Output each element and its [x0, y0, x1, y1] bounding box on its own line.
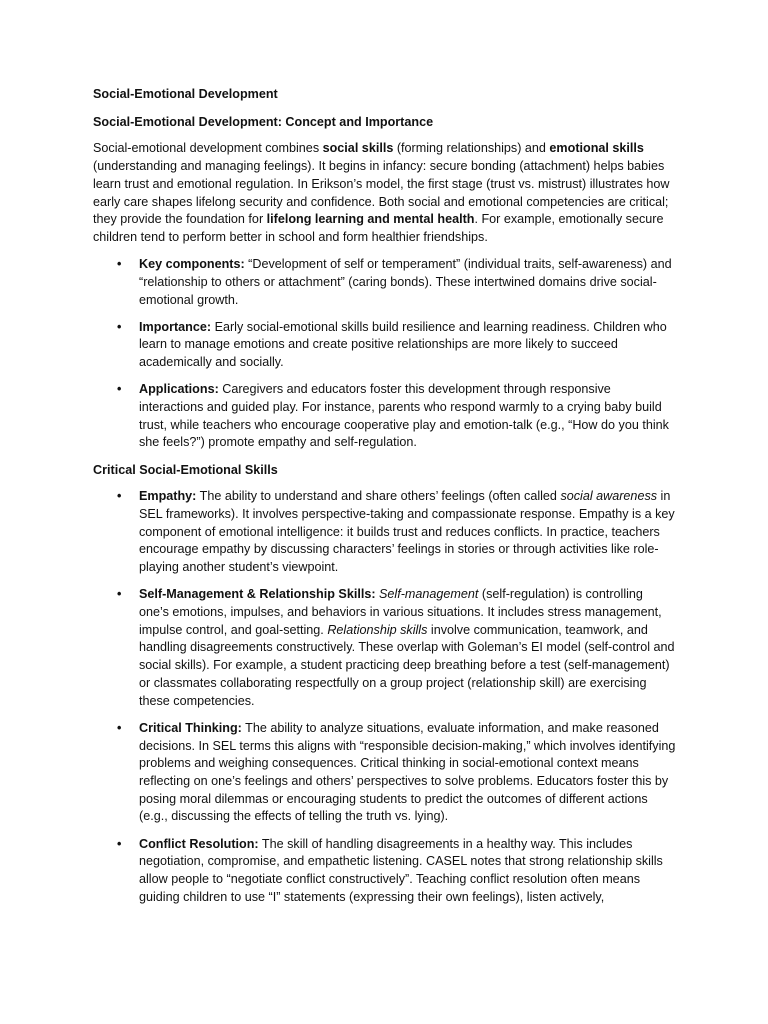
bullet-label: Conflict Resolution:: [139, 836, 259, 851]
bullet-icon: •: [117, 489, 122, 504]
bullet-label: Self-Management & Relationship Skills:: [139, 587, 376, 602]
bullet-icon: •: [117, 319, 122, 334]
bullet-icon: •: [117, 836, 122, 851]
bullet-icon: •: [117, 382, 122, 397]
list-item-conflict-resolution: • Conflict Resolution: The skill of handling disagreements in a healthy way. This includes negotiation, compromise, and empathetic listening. CASEL notes that strong relationship skills allow people to “negotiate conflict constructively”. Teaching conflict resolution often means guiding children to use “I” statements (expressing their own feelings), listen actively,: [117, 836, 663, 904]
bold-term: emotional skills: [549, 141, 644, 156]
skills-bullet-list: [93, 488, 676, 906]
list-item-critical-thinking: • Critical Thinking: The ability to analyze situations, evaluate information, and make reasoned decisions. In SEL terms this aligns with “responsible decision-making,” which involves identifying problems and weighing consequences. Critical thinking in social-emotional context means reflecting on one’s feelings and others’ perspectives to solve problems. Educators foster this by posing moral dilemmas or encouraging students to predict the outcomes of different actions (e.g., discussing the effects of telling the truth vs. lying).: [117, 720, 676, 824]
bullet-label: Key components:: [139, 257, 245, 272]
bullet-label: Importance:: [139, 319, 212, 334]
list-item-importance: • Importance: Early social-emotional skills build resilience and learning readiness. Children who learn to manage emotions and create positive relationships are more likely to succeed academically and socially.: [117, 319, 667, 370]
intro-paragraph: Social-emotional development combines social skills (forming relationships) and emotional skills (understanding and managing feelings). It begins in infancy: secure bonding (attachment) helps babies learn trust and emotional regulation. In Erikson’s model, the first stage (trust vs. mistrust) illustrates how early care shapes lifelong security and confidence. Both social and emotional competencies are critical; they provide the foundation for lifelong learning and mental health. For example, emotionally secure children tend to perform better in school and form healthier friendships.: [93, 141, 670, 244]
bold-term: social skills: [322, 141, 394, 156]
list-item-empathy: • Empathy: The ability to understand and share others’ feelings (often called social awareness in SEL frameworks). It involves perspective-taking and compassionate response. Empathy is a key component of emotional intelligence: it builds trust and reduces conflicts. In practice, teachers encourage empathy by discussing characters’ feelings in stories or through activities like role-playing another student’s viewpoint.: [117, 489, 675, 575]
bullet-label: Critical Thinking:: [139, 720, 242, 735]
italic-term: social awareness: [560, 489, 658, 504]
section-heading-concept: Social-Emotional Development: Concept and Importance: [93, 114, 434, 129]
bold-term: lifelong learning and mental health: [266, 212, 475, 227]
bullet-icon: •: [117, 720, 122, 735]
list-item-key-components: • Key components: “Development of self or temperament” (individual traits, self-awareness) and “relationship to others or attachment” (caring bonds). These intertwined domains drive social-emotional growth.: [117, 257, 672, 307]
list-item-self-management: • Self-Management & Relationship Skills: Self-management (self-regulation) is controlling one’s emotions, impulses, and behaviors in various situations. It includes stress management, impulse control, and goal-setting. Relationship skills involve communication, teamwork, and handling disagreements constructively. These overlap with Goleman’s EI model (self-control and social skills). For example, a student practicing deep breathing before a test (self-management) or classmates collaborating respectfully on a group project (relationship skill) are exercising these competencies.: [117, 587, 675, 708]
bullet-icon: •: [117, 587, 122, 602]
bullet-label: Applications:: [139, 382, 219, 397]
section-heading-skills: Critical Social-Emotional Skills: [93, 462, 278, 477]
italic-term: Self-management: [379, 587, 479, 602]
italic-term: Relationship skills: [327, 622, 428, 637]
concept-bullet-list: [93, 256, 676, 452]
bullet-icon: •: [117, 257, 122, 272]
list-item-applications: • Applications: Caregivers and educators foster this development through responsive interactions and guided play. For instance, parents who respond warmly to a crying baby build trust, while teachers who encourage cooperative play and emotion-talk (e.g., “How do you think she feels?”) promote empathy and self-regulation.: [117, 382, 669, 450]
bullet-label: Empathy:: [139, 489, 197, 504]
document-title: Social-Emotional Development: [93, 87, 278, 101]
